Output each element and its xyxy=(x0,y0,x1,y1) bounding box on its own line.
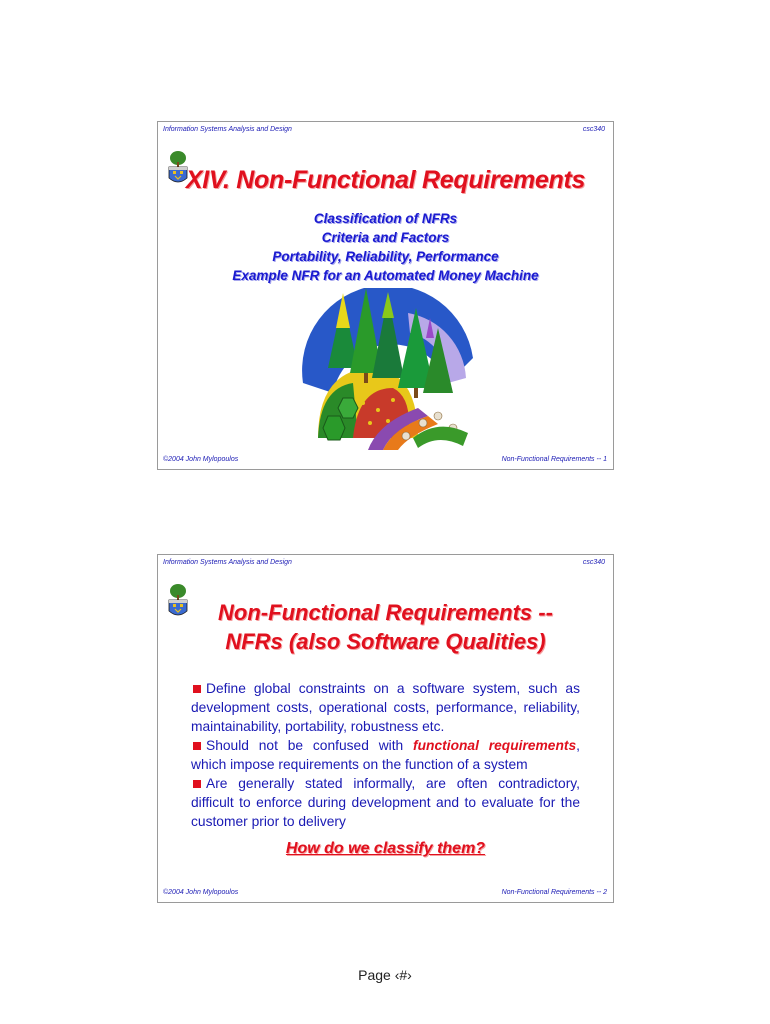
copyright: ©2004 John Mylopoulos xyxy=(163,889,239,896)
bullet-square-icon xyxy=(193,742,201,750)
bullet-text: , which impose requirements on the function of a system xyxy=(191,738,580,772)
topic-item: Classification of NFRs xyxy=(313,211,458,226)
course-code: csc340 xyxy=(582,126,605,133)
topic-item: Criteria and Factors xyxy=(321,230,450,245)
closing-question: How do we classify them? xyxy=(285,840,486,857)
slide-title: XIV. Non-Functional Requirements xyxy=(185,166,586,194)
copyright: ©2004 John Mylopoulos xyxy=(163,456,239,463)
bullet-list xyxy=(191,679,580,831)
slide-title-line: NFRs (also Software Qualities) xyxy=(225,629,546,654)
bullet-item xyxy=(191,736,580,774)
slide-2 xyxy=(157,554,614,903)
bullet-item xyxy=(191,774,580,831)
bullet-text: Should not be confused with xyxy=(206,738,414,753)
course-code: csc340 xyxy=(582,559,605,566)
bullet-text: Define global constraints on a software system, such as development costs, operational costs, performance, reliability, maintainability, portability, robustness etc. xyxy=(191,681,580,734)
course-header: Information Systems Analysis and Design xyxy=(163,126,292,133)
slide-number: Non-Functional Requirements -- 1 xyxy=(501,456,607,463)
bullet-square-icon xyxy=(193,685,201,693)
forest-clipart xyxy=(298,288,483,450)
bullet-square-icon xyxy=(193,780,201,788)
topic-item: Portability, Reliability, Performance xyxy=(272,249,499,264)
page-number: Page ‹#› xyxy=(358,967,412,983)
emphasis-term: functional requirements xyxy=(413,738,577,753)
slide-1 xyxy=(157,121,614,470)
slide-title-line: Non-Functional Requirements -- xyxy=(218,600,553,625)
topic-item: Example NFR for an Automated Money Machine xyxy=(232,268,539,283)
bullet-item xyxy=(191,679,580,736)
slide-title xyxy=(158,598,613,656)
slide-number: Non-Functional Requirements -- 2 xyxy=(501,889,607,896)
topic-list xyxy=(158,209,613,285)
bullet-text: Are generally stated informally, are often contradictory, difficult to enforce during development and to evaluate for the customer prior to delivery xyxy=(191,776,580,829)
course-header: Information Systems Analysis and Design xyxy=(163,559,292,566)
